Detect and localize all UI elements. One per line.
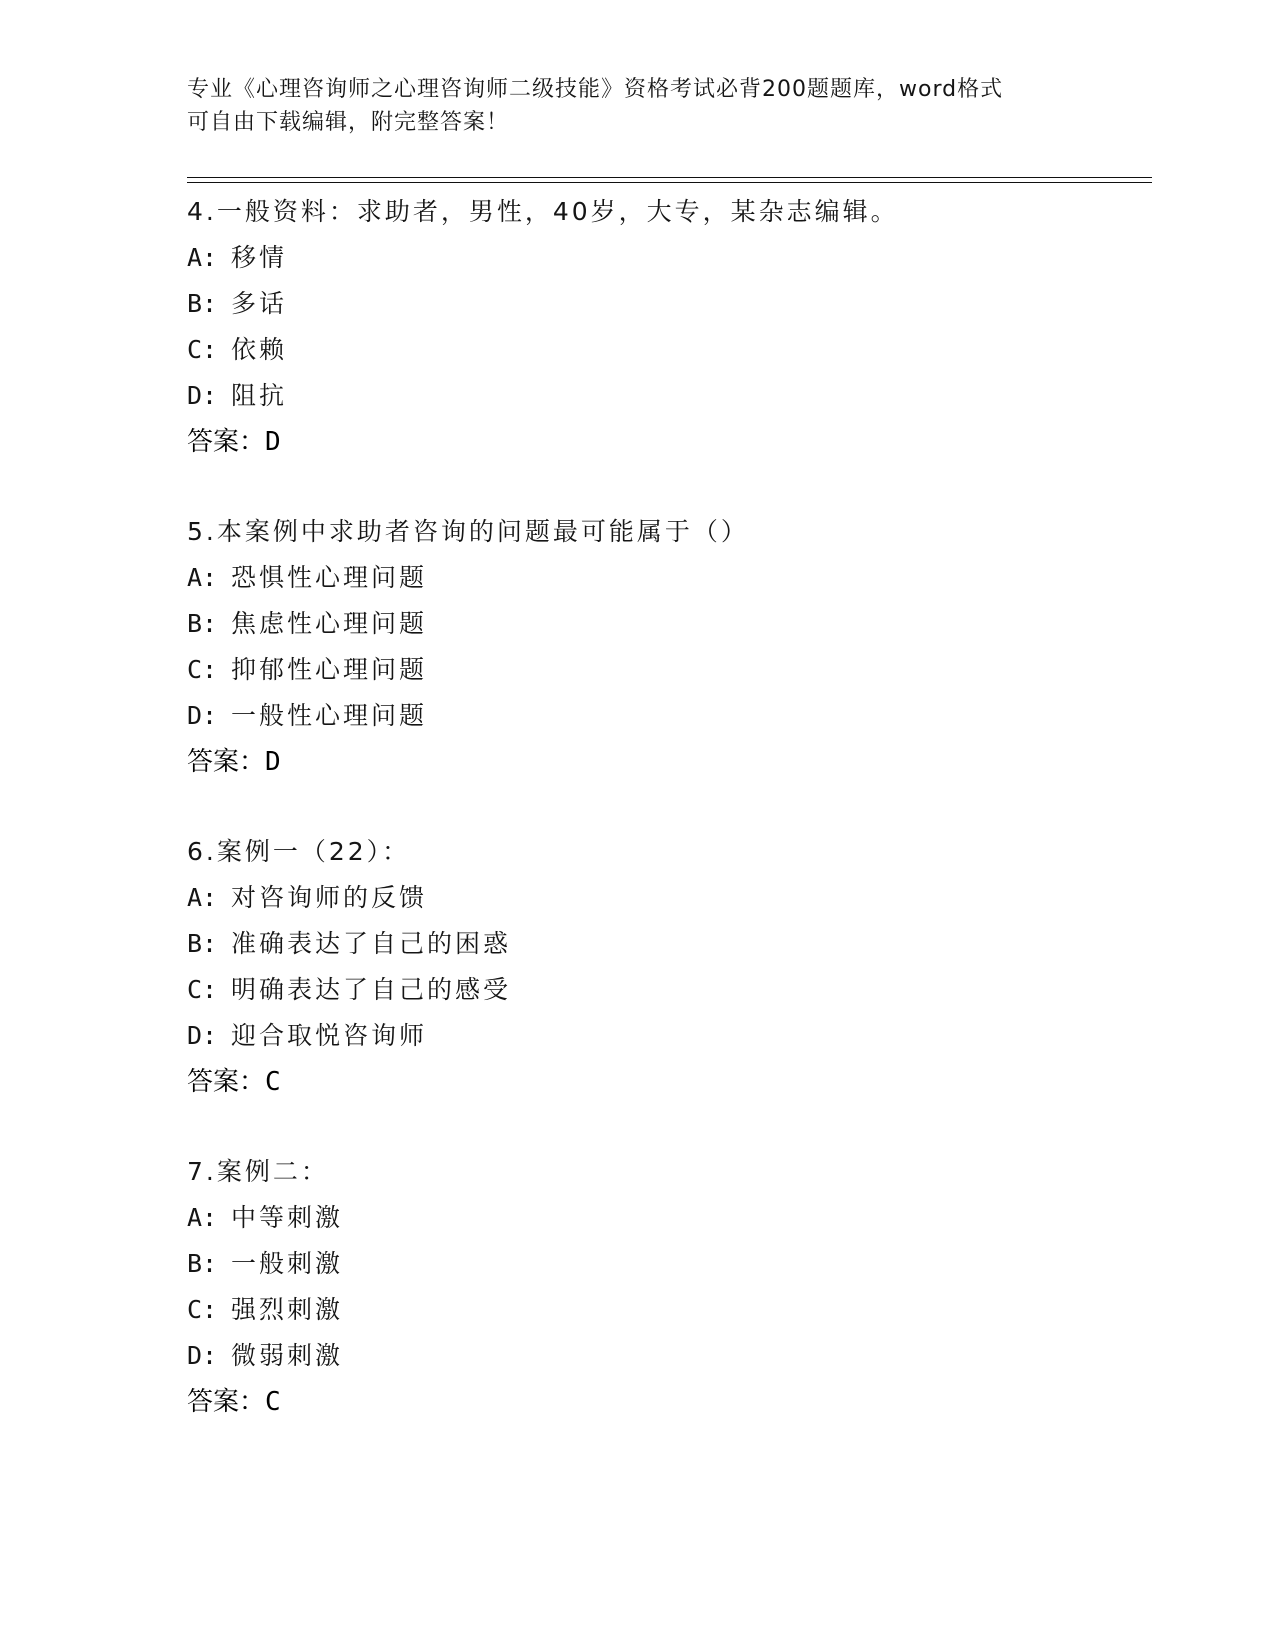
option-text: 微弱刺激 — [231, 1341, 344, 1370]
answer-line — [187, 1059, 1147, 1105]
option-text: 强烈刺激 — [231, 1295, 344, 1324]
option-a — [187, 555, 1147, 601]
option-b — [187, 921, 1147, 967]
question-stem: 6.案例一（22）： — [187, 837, 411, 866]
option-d — [187, 373, 1147, 419]
answer-line — [187, 1379, 1147, 1425]
option-text: 迎合取悦咨询师 — [231, 1021, 428, 1050]
option-letter: D: — [187, 381, 218, 410]
option-a — [187, 875, 1147, 921]
question-block — [187, 1149, 1147, 1425]
question-block — [187, 509, 1147, 785]
option-letter: A: — [187, 1203, 218, 1232]
answer-label: 答案： — [187, 1067, 266, 1097]
option-c — [187, 967, 1147, 1013]
header-title-line-2: 可自由下载编辑，附完整答案！ — [187, 110, 510, 135]
option-text: 依赖 — [231, 335, 288, 364]
option-letter: D: — [187, 1341, 218, 1370]
option-text: 抑郁性心理问题 — [231, 655, 428, 684]
question-block — [187, 829, 1147, 1105]
option-letter: C: — [187, 655, 218, 684]
option-text: 一般刺激 — [231, 1249, 344, 1278]
option-c — [187, 647, 1147, 693]
option-letter: D: — [187, 701, 218, 730]
option-text: 中等刺激 — [231, 1203, 344, 1232]
answer-line — [187, 739, 1147, 785]
option-letter: B: — [187, 1249, 218, 1278]
option-d — [187, 693, 1147, 739]
option-letter: C: — [187, 1295, 218, 1324]
option-text: 恐惧性心理问题 — [231, 563, 428, 592]
option-text: 明确表达了自己的感受 — [231, 975, 512, 1004]
option-text: 焦虑性心理问题 — [231, 609, 428, 638]
document-header — [187, 73, 1087, 139]
option-letter: B: — [187, 929, 218, 958]
option-b — [187, 601, 1147, 647]
option-b — [187, 281, 1147, 327]
option-text: 准确表达了自己的困惑 — [231, 929, 512, 958]
question-block — [187, 189, 1147, 465]
option-text: 移情 — [231, 243, 288, 272]
option-letter: C: — [187, 975, 218, 1004]
answer-value: D — [265, 427, 281, 457]
option-letter: C: — [187, 335, 218, 364]
answer-label: 答案： — [187, 747, 266, 777]
option-letter: D: — [187, 1021, 218, 1050]
option-letter: A: — [187, 563, 218, 592]
answer-line — [187, 419, 1147, 465]
question-stem: 4.一般资料：求助者，男性，40岁，大专，某杂志编辑。 — [187, 197, 899, 226]
question-stem: 7.案例二： — [187, 1157, 329, 1186]
option-letter: B: — [187, 289, 218, 318]
option-c — [187, 327, 1147, 373]
answer-value: C — [265, 1067, 281, 1097]
header-divider-top — [187, 177, 1152, 178]
header-title-line-1: 专业《心理咨询师之心理咨询师二级技能》资格考试必背200题题库，word格式 — [187, 77, 1004, 102]
option-c — [187, 1287, 1147, 1333]
option-letter: A: — [187, 243, 218, 272]
question-stem: 5.本案例中求助者咨询的问题最可能属于（） — [187, 517, 749, 546]
answer-value: D — [265, 747, 281, 777]
option-a — [187, 1195, 1147, 1241]
answer-label: 答案： — [187, 1387, 266, 1417]
option-letter: B: — [187, 609, 218, 638]
option-d — [187, 1333, 1147, 1379]
answer-label: 答案： — [187, 427, 266, 457]
option-text: 对咨询师的反馈 — [231, 883, 428, 912]
option-text: 阻抗 — [231, 381, 288, 410]
option-letter: A: — [187, 883, 218, 912]
option-text: 多话 — [231, 289, 288, 318]
option-a — [187, 235, 1147, 281]
option-b — [187, 1241, 1147, 1287]
answer-value: C — [265, 1387, 281, 1417]
option-text: 一般性心理问题 — [231, 701, 428, 730]
header-divider-bottom — [187, 182, 1152, 183]
option-d — [187, 1013, 1147, 1059]
